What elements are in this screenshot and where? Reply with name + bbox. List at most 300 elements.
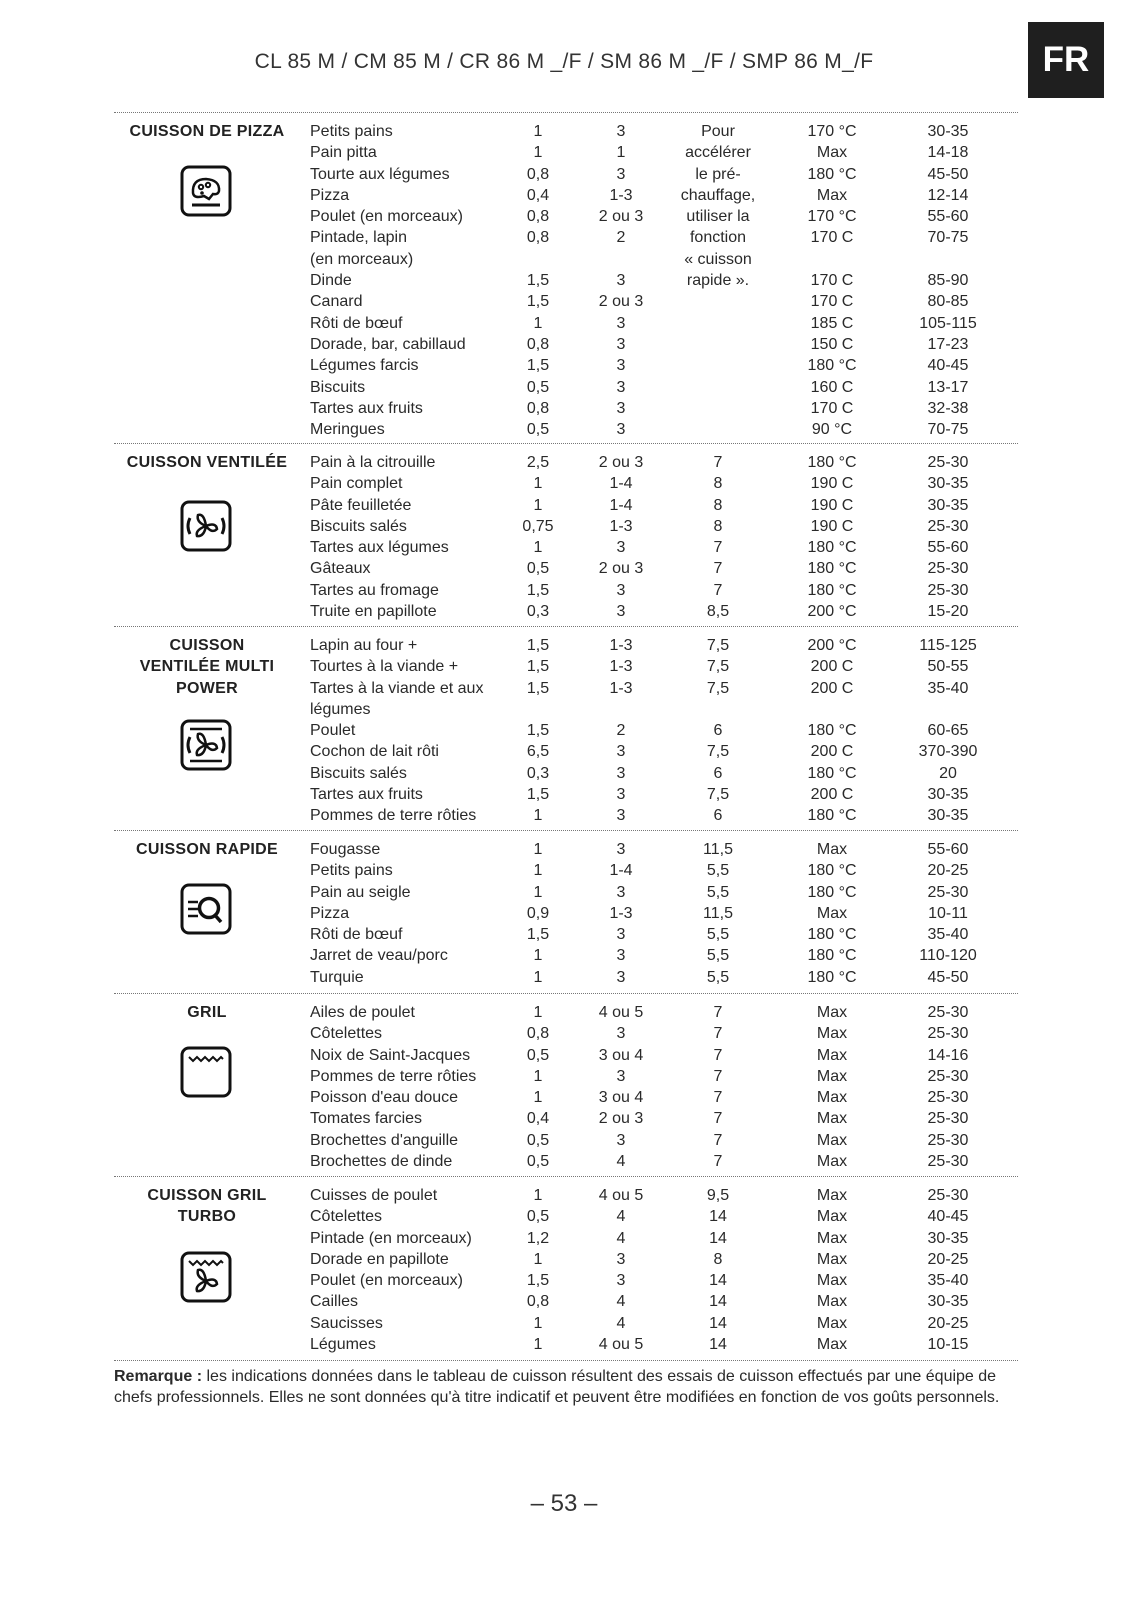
weight: 0,3: [526, 764, 550, 782]
weight: 1: [533, 123, 543, 140]
cooking-time: 30-35: [927, 1229, 969, 1247]
dish-name: Pâte feuilletée: [310, 496, 412, 514]
dish-name: Turquie: [310, 968, 364, 986]
temperature: 170 C: [810, 272, 854, 290]
preheat-time: 14: [709, 1208, 727, 1226]
temperature: 180 °C: [807, 454, 857, 471]
weight: 0,8: [526, 229, 550, 247]
preheat-time: 7,5: [706, 743, 730, 761]
temperature: 170 C: [810, 229, 854, 247]
rack-level: 4 ou 5: [598, 1004, 644, 1021]
dish-name: Fougasse: [310, 841, 381, 858]
temperature: 90 °C: [811, 421, 853, 439]
rack-level: 4 ou 5: [598, 1187, 644, 1204]
dish-name: Dinde: [310, 272, 352, 290]
rack-level: 4: [616, 1208, 626, 1226]
weight: 0,4: [526, 186, 550, 204]
table-row: [310, 741, 1018, 762]
section-rows: [310, 121, 1018, 440]
rack-level: 3: [616, 926, 626, 944]
section-rows: [310, 635, 1018, 827]
table-row: [310, 1291, 1018, 1312]
temperature: 190 C: [810, 496, 854, 514]
dish-name: Dorade, bar, cabillaud: [310, 335, 466, 353]
rack-level: 4 ou 5: [598, 1336, 644, 1354]
temperature: Max: [816, 144, 848, 162]
weight: 1: [533, 1089, 543, 1107]
cooking-time: 60-65: [927, 722, 969, 740]
rack-level: 3: [616, 764, 626, 782]
rack-level: 1-4: [609, 496, 633, 514]
dish-name: Petits pains: [310, 123, 393, 140]
rack-level: 3 ou 4: [598, 1089, 644, 1107]
rapid-cook-icon: [180, 883, 232, 935]
table-row: [310, 249, 1018, 270]
table-row: [310, 270, 1018, 291]
temperature: Max: [816, 1004, 848, 1021]
weight: 1: [533, 883, 543, 901]
table-row: [310, 1066, 1018, 1087]
cooking-time: 80-85: [927, 293, 969, 311]
preheat-time: 7: [713, 1004, 723, 1021]
temperature: 180 °C: [807, 947, 857, 965]
cooking-time: 14-16: [927, 1046, 969, 1064]
rack-level: 1-3: [609, 658, 633, 676]
rack-level: 4: [616, 1153, 626, 1171]
cooking-time: 25-30: [927, 454, 969, 471]
section-label: [114, 839, 300, 860]
remark-text: les indications données dans le tableau de cuisson résultent des essais de cuisson effectués par une équipe de chefs professionnels. Elles ne sont données qu'à titre indicatif et peuvent être modifiées en fonction de vos goûts personnels.: [114, 1368, 1000, 1407]
rack-level: 3: [616, 357, 626, 375]
cooking-time: 70-75: [927, 421, 969, 439]
weight: 1: [533, 968, 543, 986]
temperature: Max: [816, 1131, 848, 1149]
preheat-time: 7: [713, 1089, 723, 1107]
section-label-line: CUISSON: [169, 637, 245, 654]
table-row: [310, 882, 1018, 903]
weight: 1,5: [526, 581, 550, 599]
weight: 1: [533, 1187, 543, 1204]
cooking-time: 25-30: [927, 1153, 969, 1171]
temperature: Max: [816, 1153, 848, 1171]
dish-name: Truite en papillote: [310, 603, 437, 621]
dish-name: Côtelettes: [310, 1208, 383, 1226]
dish-name: Rôti de bœuf: [310, 926, 403, 944]
temperature: 200 °C: [807, 603, 857, 621]
cooking-time: 25-30: [927, 1089, 969, 1107]
section-label-line: GRIL: [187, 1004, 227, 1021]
rack-level: 2: [616, 229, 626, 247]
language-badge: FR: [1028, 22, 1104, 98]
table-row: [310, 720, 1018, 741]
dish-name: Jarret de veau/porc: [310, 947, 448, 965]
weight: 1,5: [526, 272, 550, 290]
preheat-time: 8: [713, 1250, 723, 1268]
section-label-line: CUISSON DE PIZZA: [129, 123, 285, 140]
dish-name: Tartes aux fruits: [310, 399, 423, 417]
table-row: [310, 355, 1018, 376]
dish-name: Meringues: [310, 421, 385, 439]
rack-level: 4: [616, 1314, 626, 1332]
section-label-line: CUISSON GRIL: [147, 1187, 267, 1204]
table-row: [310, 334, 1018, 355]
section-separator: [114, 1176, 1018, 1177]
cooking-time: 35-40: [927, 1272, 969, 1290]
rack-level: 3: [616, 947, 626, 965]
temperature: 180 °C: [807, 862, 857, 880]
dish-name: Pain au seigle: [310, 883, 411, 901]
dish-name: Ailes de poulet: [310, 1004, 415, 1021]
temperature: Max: [816, 1187, 848, 1204]
table-row: [310, 537, 1018, 558]
weight: 1: [533, 1314, 543, 1332]
table-row: [310, 763, 1018, 784]
temperature: Max: [816, 1025, 848, 1043]
weight: 0,9: [526, 904, 550, 922]
weight: 1: [533, 807, 543, 825]
table-row: [310, 1206, 1018, 1227]
section-separator: [114, 626, 1018, 627]
remark-label: Remarque :: [114, 1368, 203, 1385]
cooking-time: 55-60: [927, 841, 969, 858]
table-row: [310, 860, 1018, 881]
dish-name: Dorade en papillote: [310, 1250, 449, 1268]
rack-level: 1-3: [609, 679, 633, 697]
temperature: Max: [816, 1250, 848, 1268]
cooking-time: 12-14: [927, 186, 969, 204]
preheat-time: 7,5: [706, 658, 730, 676]
dish-name: Pain complet: [310, 475, 403, 493]
dish-name: Petits pains: [310, 862, 393, 880]
preheat-time: 9,5: [706, 1187, 730, 1204]
section-rows: [310, 1185, 1018, 1355]
rack-level: 3: [616, 1131, 626, 1149]
preheat-time: 7: [713, 539, 723, 557]
preheat-time: 6: [713, 807, 723, 825]
temperature: Max: [816, 1336, 848, 1354]
temperature: 200 C: [810, 658, 854, 676]
preheat-note-line: le pré-: [695, 165, 741, 183]
rack-level: 3: [616, 603, 626, 621]
rack-level: 3 ou 4: [598, 1046, 644, 1064]
table-row: [310, 1130, 1018, 1151]
table-row: [310, 635, 1018, 656]
cooking-time: 20-25: [927, 1250, 969, 1268]
dish-name: Lapin au four +: [310, 637, 418, 654]
cooking-time: 35-40: [927, 679, 969, 697]
temperature: 180 °C: [807, 968, 857, 986]
table-row: [310, 1087, 1018, 1108]
cooking-time: 85-90: [927, 272, 969, 290]
rack-level: 3: [616, 743, 626, 761]
weight: 0,3: [526, 603, 550, 621]
preheat-time: 5,5: [706, 947, 730, 965]
cooking-time: 25-30: [927, 883, 969, 901]
temperature: Max: [816, 1046, 848, 1064]
preheat-time: 8: [713, 496, 723, 514]
preheat-time: 7,5: [706, 679, 730, 697]
dish-name: Tartes aux légumes: [310, 539, 449, 557]
fan-icon: [180, 500, 232, 552]
table-row: [310, 1270, 1018, 1291]
dish-name: Canard: [310, 293, 363, 311]
cooking-time: 55-60: [927, 208, 969, 226]
rack-level: 3: [616, 1272, 626, 1290]
cooking-time: 50-55: [927, 658, 969, 676]
cooking-time: 25-30: [927, 517, 969, 535]
temperature: Max: [816, 1067, 848, 1085]
weight: 1,2: [526, 1229, 550, 1247]
cooking-time: 30-35: [927, 786, 969, 804]
table-row: [310, 656, 1018, 677]
table-row: [310, 419, 1018, 440]
preheat-time: 5,5: [706, 883, 730, 901]
temperature: 180 °C: [807, 807, 857, 825]
weight: 0,5: [526, 560, 550, 578]
temperature: 185 C: [810, 314, 854, 332]
temperature: Max: [816, 841, 848, 858]
weight: 1,5: [526, 926, 550, 944]
section-label: [114, 1185, 300, 1228]
cooking-time: 10-15: [927, 1336, 969, 1354]
weight: 0,5: [526, 421, 550, 439]
dish-name: Saucisses: [310, 1314, 383, 1332]
weight: 1: [533, 1067, 543, 1085]
dish-name: Pain à la citrouille: [310, 454, 436, 471]
section-label-line: VENTILÉE MULTI: [139, 658, 275, 676]
section-separator: [114, 830, 1018, 831]
dish-name: Noix de Saint-Jacques: [310, 1046, 471, 1064]
preheat-note-line: rapide ».: [686, 272, 750, 290]
table-row: [310, 699, 1018, 720]
table-row: [310, 1023, 1018, 1044]
temperature: 170 C: [810, 399, 854, 417]
weight: 1,5: [526, 637, 550, 654]
table-row: [310, 398, 1018, 419]
table-row: [310, 1108, 1018, 1129]
rack-level: 3: [616, 272, 626, 290]
weight: 0,5: [526, 1131, 550, 1149]
preheat-time: 5,5: [706, 968, 730, 986]
table-bottom-separator: [114, 1360, 1018, 1361]
section-separator: [114, 443, 1018, 444]
rack-level: 3: [616, 786, 626, 804]
table-row: [310, 121, 1018, 142]
rack-level: 2 ou 3: [598, 293, 644, 311]
table-row: [310, 452, 1018, 473]
dish-name: Tourte aux légumes: [310, 165, 450, 183]
rack-level: 3: [616, 968, 626, 986]
temperature: Max: [816, 1229, 848, 1247]
cooking-time: 55-60: [927, 539, 969, 557]
preheat-note-line: accélérer: [685, 144, 751, 162]
preheat-time: 6: [713, 764, 723, 782]
cooking-time: 20-25: [927, 1314, 969, 1332]
rack-level: 2 ou 3: [598, 560, 644, 578]
preheat-time: 5,5: [706, 862, 730, 880]
table-row: [310, 473, 1018, 494]
section-label-line: TURBO: [177, 1208, 237, 1226]
temperature: 150 C: [810, 335, 854, 353]
grill-icon: [180, 1046, 232, 1098]
dish-name: Pizza: [310, 186, 350, 204]
dish-name: Cailles: [310, 1293, 359, 1311]
table-row: [310, 516, 1018, 537]
weight: 1,5: [526, 357, 550, 375]
temperature: 170 °C: [807, 123, 857, 140]
rack-level: 1-4: [609, 475, 633, 493]
dish-name: Légumes: [310, 1336, 376, 1354]
temperature: 190 C: [810, 517, 854, 535]
weight: 0,5: [526, 378, 550, 396]
dish-name: Tartes à la viande et aux: [310, 679, 484, 697]
table-row: [310, 784, 1018, 805]
dish-name: Brochettes d'anguille: [310, 1131, 459, 1149]
preheat-time: 7: [713, 1153, 723, 1171]
preheat-time: 7: [713, 1025, 723, 1043]
section-rows: [310, 452, 1018, 622]
temperature: 200 C: [810, 679, 854, 697]
dish-name: Pintade, lapin: [310, 229, 407, 247]
weight: 0,75: [522, 517, 554, 535]
cooking-time: 25-30: [927, 1067, 969, 1085]
cooking-time: 30-35: [927, 1293, 969, 1311]
dish-name: Tartes aux fruits: [310, 786, 423, 804]
preheat-time: 7: [713, 454, 723, 471]
weight: 1,5: [526, 1272, 550, 1290]
section-separator: [114, 993, 1018, 994]
table-row: [310, 313, 1018, 334]
preheat-note: [678, 121, 758, 291]
weight: 1,5: [526, 722, 550, 740]
temperature: 160 C: [810, 378, 854, 396]
weight: 1: [533, 314, 543, 332]
cooking-time: 25-30: [927, 1110, 969, 1128]
temperature: 200 °C: [807, 637, 857, 654]
cooking-time: 105-115: [919, 314, 977, 332]
dish-name: Tartes au fromage: [310, 581, 439, 599]
temperature: 200 C: [810, 786, 854, 804]
preheat-time: 5,5: [706, 926, 730, 944]
cooking-time: 30-35: [927, 496, 969, 514]
remark-paragraph: [114, 1366, 1018, 1409]
dish-name: Poulet (en morceaux): [310, 1272, 463, 1290]
preheat-note-line: utiliser la: [686, 208, 750, 226]
temperature: Max: [816, 904, 848, 922]
weight: 1,5: [526, 786, 550, 804]
temperature: 180 °C: [807, 539, 857, 557]
table-row: [310, 291, 1018, 312]
rack-level: 3: [616, 1250, 626, 1268]
temperature: 180 °C: [807, 357, 857, 375]
cooking-time: 370-390: [918, 743, 978, 761]
weight: 0,8: [526, 165, 550, 183]
rack-level: 4: [616, 1229, 626, 1247]
cooking-time: 25-30: [927, 560, 969, 578]
dish-name: Biscuits salés: [310, 764, 407, 782]
dish-name: Biscuits salés: [310, 517, 407, 535]
preheat-time: 7: [713, 1067, 723, 1085]
weight: 0,5: [526, 1153, 550, 1171]
rack-level: 3: [616, 314, 626, 332]
preheat-time: 7,5: [706, 786, 730, 804]
weight: 1: [533, 539, 543, 557]
table-row: [310, 227, 1018, 248]
weight: 2,5: [526, 454, 550, 471]
weight: 1: [533, 1004, 543, 1021]
rack-level: 3: [616, 841, 626, 858]
page-header-title: CL 85 M / CM 85 M / CR 86 M _/F / SM 86 M _/F / SMP 86 M_/F: [254, 50, 874, 73]
rack-level: 1: [616, 144, 626, 162]
cooking-time: 70-75: [927, 229, 969, 247]
rack-level: 3: [616, 539, 626, 557]
cooking-time: 30-35: [927, 475, 969, 493]
rack-level: 1-3: [609, 517, 633, 535]
preheat-time: 8,5: [706, 603, 730, 621]
preheat-time: 7: [713, 581, 723, 599]
rack-level: 3: [616, 1067, 626, 1085]
cooking-time: 45-50: [927, 165, 969, 183]
dish-name: Côtelettes: [310, 1025, 383, 1043]
temperature: 180 °C: [807, 722, 857, 740]
temperature: 180 °C: [807, 926, 857, 944]
table-row: [310, 1045, 1018, 1066]
temperature: 180 °C: [807, 165, 857, 183]
cooking-time: 110-120: [919, 947, 977, 965]
weight: 1: [533, 475, 543, 493]
temperature: 190 C: [810, 475, 854, 493]
page-number: – 53 –: [530, 1490, 598, 1517]
dish-name: Tomates farcies: [310, 1110, 423, 1128]
dish-name: Rôti de bœuf: [310, 314, 403, 332]
preheat-note-line: « cuisson: [684, 250, 752, 268]
preheat-time: 14: [709, 1293, 727, 1311]
table-row: [310, 142, 1018, 163]
table-row: [310, 601, 1018, 622]
table-row: [310, 1151, 1018, 1172]
weight: 1: [533, 947, 543, 965]
rack-level: 3: [616, 123, 626, 140]
preheat-time: 11,5: [703, 841, 733, 858]
temperature: 180 °C: [807, 581, 857, 599]
table-row: [310, 967, 1018, 988]
preheat-time: 14: [709, 1314, 727, 1332]
dish-name: Pizza: [310, 904, 350, 922]
weight: 0,5: [526, 1208, 550, 1226]
preheat-note-line: Pour: [701, 123, 735, 140]
table-row: [310, 1228, 1018, 1249]
rack-level: 3: [616, 807, 626, 825]
temperature: Max: [816, 186, 848, 204]
weight: 0,8: [526, 399, 550, 417]
rack-level: 3: [616, 378, 626, 396]
cooking-time: 35-40: [927, 926, 969, 944]
temperature: Max: [816, 1314, 848, 1332]
temperature: 200 C: [810, 743, 854, 761]
dish-name: légumes: [310, 700, 371, 718]
dish-name: Biscuits: [310, 378, 366, 396]
section-label-line: POWER: [176, 679, 238, 697]
weight: 1: [533, 496, 543, 514]
temperature: Max: [816, 1293, 848, 1311]
weight: 0,8: [526, 1025, 550, 1043]
preheat-time: 7,5: [706, 637, 730, 654]
cooking-time: 25-30: [927, 1025, 969, 1043]
rack-level: 3: [616, 421, 626, 439]
dish-name: Poulet: [310, 722, 356, 740]
dish-name: Tourtes à la viande +: [310, 658, 459, 676]
table-row: [310, 495, 1018, 516]
